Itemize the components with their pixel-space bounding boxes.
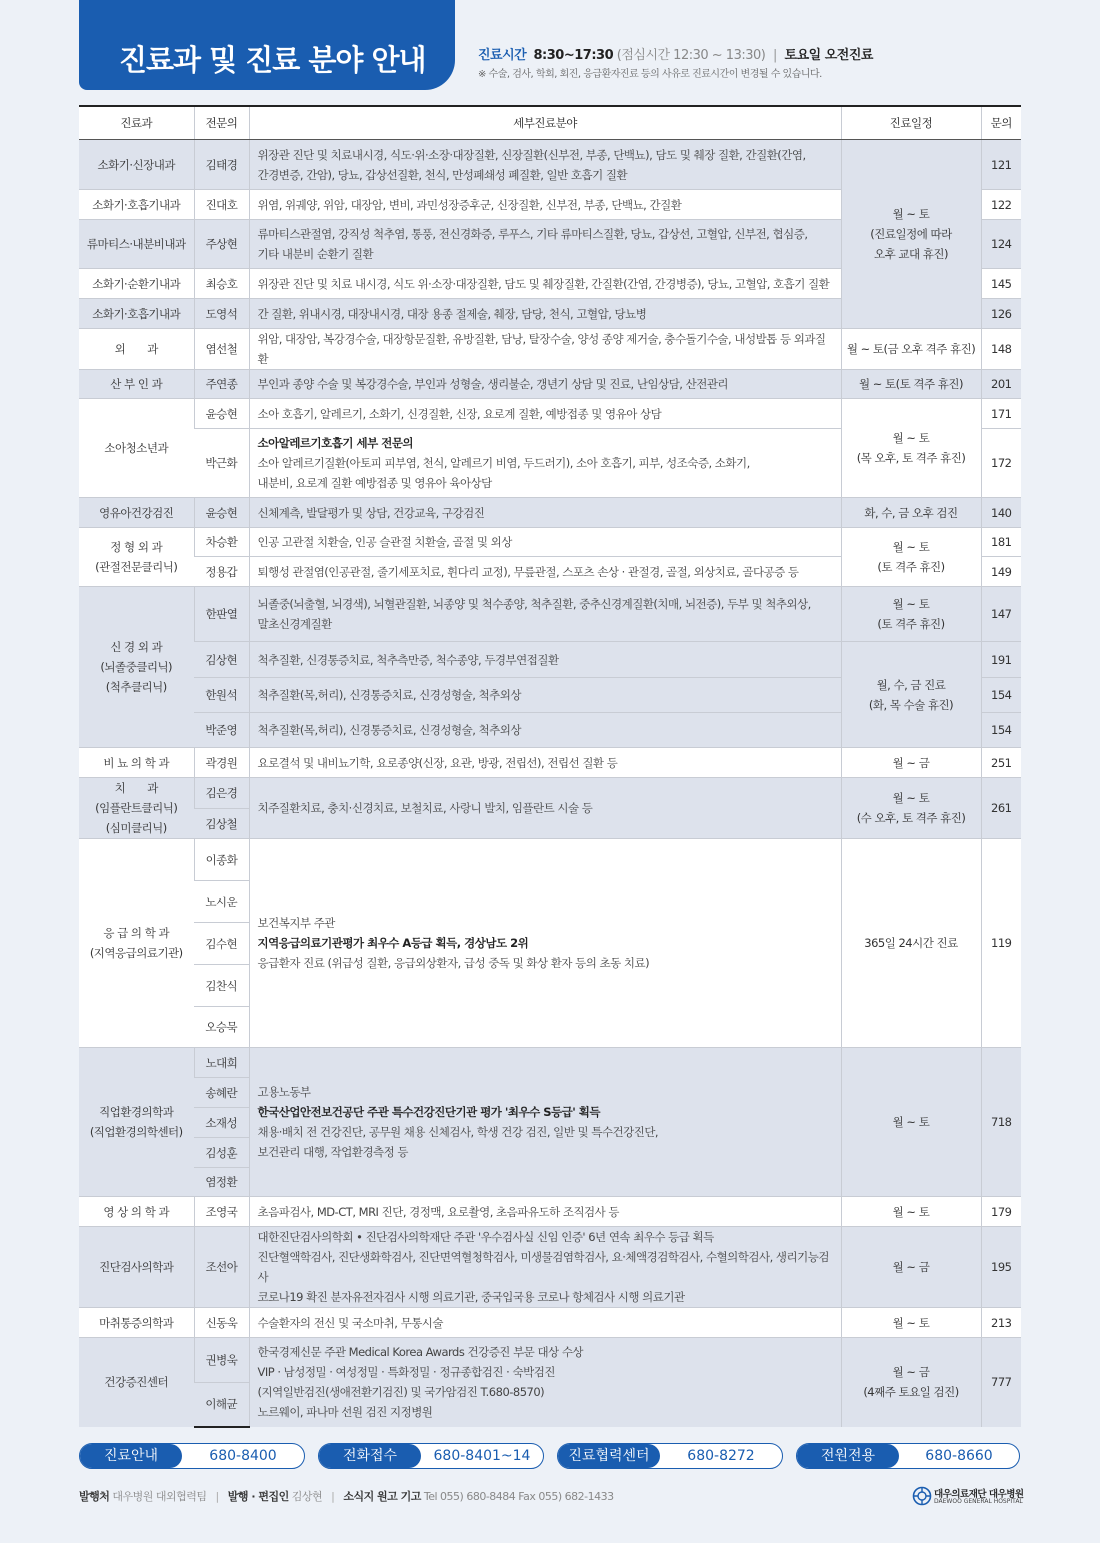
schedule-cell: 월 ~ 토(금 오후 격주 휴진): [841, 329, 981, 370]
doctor-name: 김수현: [194, 923, 249, 965]
logo-english: DAEWOO GENERAL HOSPITAL: [934, 1498, 1023, 1505]
schedule-cell: 월 ~ 토: [841, 1308, 981, 1338]
detail-line: 위장관 진단 및 치료내시경, 식도·위·소장·대장질환, 신장질환(신부전, 부종, 단백뇨), 담도 및 췌장 질환, 간질환(간염,: [257, 147, 806, 162]
doctor-name: 윤승현: [194, 498, 249, 528]
doctor-name: 박준영: [194, 713, 249, 748]
hours-time: 8:30~17:30: [533, 48, 614, 63]
detail-cell: 부인과 종양 수술 및 복강경수술, 부인과 성형술, 생리불순, 갱년기 상담 및 진료, 난임상담, 산전관리: [249, 370, 841, 399]
doctor-name: 조영국: [194, 1197, 249, 1227]
contact-number: 680-8272: [687, 1448, 755, 1464]
detail-line: 간경변증, 간암), 당뇨, 갑상선질환, 천식, 만성폐쇄성 폐질환, 일반 호흡기 질환: [257, 167, 628, 182]
detail-cell: 척추질환(목,허리), 신경통증치료, 신경성형술, 척추외상: [249, 713, 841, 748]
detail-cell: 치주질환치료, 충치·신경치료, 보철치료, 사랑니 발치, 임플란트 시술 등: [249, 778, 841, 839]
detail-cell: [249, 1338, 841, 1427]
schedule-line: 월 ~ 토: [892, 597, 930, 611]
hours-lunch: (점심시간 12:30 ~ 13:30): [616, 48, 766, 63]
doctor-name: 김찬식: [194, 965, 249, 1007]
dept-name: 건강증진센터: [79, 1338, 194, 1427]
editor-label: 발행 · 편집인: [227, 1490, 289, 1503]
contact-label: 진료협력센터: [558, 1444, 660, 1468]
doctor-name: 오승묵: [194, 1007, 249, 1048]
department-table: [79, 105, 1021, 1428]
dept-name: 소화기·신장내과: [79, 140, 194, 190]
dept-line: 직업환경의학과: [99, 1105, 174, 1119]
table-row: [79, 399, 1021, 429]
detail-cell: 수술환자의 전신 및 국소마취, 무통시술: [249, 1308, 841, 1338]
dept-name: 소화기·순환기내과: [79, 269, 194, 299]
detail-cell: [249, 1048, 841, 1197]
schedule-line: 월, 수, 금 진료: [876, 677, 946, 692]
publisher-label: 발행처: [79, 1490, 110, 1503]
detail-line: 고용노동부: [257, 1085, 311, 1099]
detail-line: 지역응급의료기관평가 최우수 A등급 획득, 경상남도 2위: [257, 936, 529, 950]
schedule-cell: [841, 642, 981, 748]
publisher: 대우병원 대외협력팀: [112, 1490, 207, 1503]
editor: 김상현: [291, 1490, 323, 1503]
divider: |: [215, 1490, 219, 1503]
divider: |: [331, 1490, 335, 1503]
doctor-name: 염정환: [194, 1168, 249, 1197]
hospital-emblem-icon: [912, 1486, 932, 1506]
phone-ext: 718: [981, 1048, 1021, 1197]
detail-line: 한국경제신문 주관 Medical Korea Awards 건강증진 부문 대상 수상: [257, 1345, 584, 1360]
dept-name: [79, 778, 194, 839]
doctor-name: 김상현: [194, 642, 249, 678]
table-row: [79, 1338, 1021, 1383]
phone-ext: 149: [981, 557, 1021, 587]
dept-line: (심미클리닉): [105, 821, 167, 835]
phone-ext: 777: [981, 1338, 1021, 1427]
dept-line: 정 형 외 과: [110, 540, 163, 554]
contact-number: 680-8401~14: [433, 1448, 531, 1464]
doctor-name: 김은경: [194, 778, 249, 809]
schedule-line: 월 ~ 토: [892, 431, 930, 445]
table-row: [79, 748, 1021, 778]
doctor-name: 이종화: [194, 839, 249, 881]
schedule-cell: [841, 399, 981, 498]
doctor-name: 최승호: [194, 269, 249, 299]
contact-pill-reception[interactable]: [318, 1443, 544, 1469]
schedule-cell: [841, 140, 981, 329]
schedule-cell: 월 ~ 토: [841, 1048, 981, 1197]
doctor-name: 소재성: [194, 1108, 249, 1138]
phone-ext: 121: [981, 140, 1021, 190]
schedule-cell: 365일 24시간 진료: [841, 839, 981, 1048]
schedule-cell: [841, 587, 981, 642]
detail-line: 류마티스관절염, 강직성 척추염, 통풍, 전신경화증, 루푸스, 기타 류마티스질환, 당뇨, 갑상선, 고혈압, 신부전, 협심증,: [257, 227, 808, 241]
detail-cell: 초음파검사, MD-CT, MRI 진단, 경정맥, 요로촬영, 초음파유도하 조직검사 등: [249, 1197, 841, 1227]
phone-ext: 145: [981, 269, 1021, 299]
doctor-name: 권병욱: [194, 1338, 249, 1383]
table-row: [79, 528, 1021, 557]
dept-name: 진단검사의학과: [79, 1227, 194, 1308]
schedule-line: (수 오후, 토 격주 휴진): [856, 811, 966, 825]
doctor-name: 도영석: [194, 299, 249, 329]
phone-ext: 140: [981, 498, 1021, 528]
schedule-cell: 화, 수, 금 오후 검진: [841, 498, 981, 528]
doctor-name: 한원석: [194, 678, 249, 713]
doctor-name: 윤승현: [194, 399, 249, 429]
detail-line: 내분비, 요로계 질환 예방접종 및 영유아 육아상담: [257, 476, 492, 490]
phone-ext: 154: [981, 713, 1021, 748]
doctor-name: 김성훈: [194, 1138, 249, 1168]
table-row: [79, 587, 1021, 642]
phone-ext: 172: [981, 429, 1021, 498]
contact-number: 680-8660: [925, 1448, 993, 1464]
header-dept: 진료과: [79, 106, 194, 140]
contrib-contact: Tel 055) 680-8484 Fax 055) 682-1433: [423, 1490, 614, 1503]
phone-ext: 147: [981, 587, 1021, 642]
detail-line: 소아 알레르기질환(아토피 피부염, 천식, 알레르기 비염, 두드러기), 소아 호흡기, 피부, 성조숙증, 소화기,: [257, 456, 750, 470]
publication-info: [79, 1488, 614, 1504]
detail-line: 소아알레르기호흡기 세부 전문의: [257, 436, 414, 450]
phone-ext: 181: [981, 528, 1021, 557]
detail-cell: 퇴행성 관절염(인공관절, 줄기세포치료, 휜다리 교정), 무릎관절, 스포츠 손상 · 관절경, 골절, 외상치료, 골다공증 등: [249, 557, 841, 587]
doctor-name: 김태경: [194, 140, 249, 190]
dept-line: (관절전문클리닉): [95, 560, 178, 574]
phone-ext: 201: [981, 370, 1021, 399]
contact-pill-transfer[interactable]: [796, 1443, 1020, 1469]
schedule-line: (진료일정에 따라: [870, 227, 952, 241]
dept-line: 치 과: [114, 781, 158, 795]
schedule-cell: [841, 528, 981, 587]
table-row: [79, 839, 1021, 881]
dept-line: (임플란트클리닉): [95, 801, 178, 815]
detail-line: 한국산업안전보건공단 주관 특수건강진단기관 평가 '최우수 S등급' 획득: [257, 1105, 601, 1119]
table-row: [79, 498, 1021, 528]
table-row: [79, 370, 1021, 399]
table-row: [79, 1308, 1021, 1338]
doctor-name: 김상철: [194, 809, 249, 839]
doctor-name: 차승환: [194, 528, 249, 557]
dept-name: 소아청소년과: [79, 399, 194, 498]
hospital-logo: [912, 1484, 1022, 1508]
schedule-line: (4째주 토요일 검진): [863, 1385, 959, 1400]
detail-cell: 위암, 대장암, 복강경수술, 대장항문질환, 유방질환, 담낭, 탈장수술, 양성 종양 제거술, 충수돌기수술, 내성발톱 등 외과질환: [249, 329, 841, 370]
detail-line: 코로나19 확진 분자유전자검사 시행 의료기관, 중국입국용 코로나 항체검사 시행 의료기관: [257, 1290, 685, 1304]
schedule-line: 월 ~ 금: [892, 1365, 930, 1380]
detail-line: 뇌졸중(뇌출혈, 뇌경색), 뇌혈관질환, 뇌종양 및 척수종양, 척추질환, 중추신경계질환(치매, 뇌전증), 두부 및 척추외상,: [257, 597, 811, 611]
detail-line: 말초신경계질환: [257, 617, 332, 631]
dept-name: [79, 839, 194, 1048]
dept-name: 외 과: [79, 329, 194, 370]
detail-line: 진단혈액학검사, 진단생화학검사, 진단면역혈청학검사, 미생물검염학검사, 요·체액경검학검사, 수혈의학검사, 생리기능검사: [257, 1250, 829, 1284]
detail-cell: 신체계측, 발달평가 및 상담, 건강교육, 구강검진: [249, 498, 841, 528]
detail-line: 기타 내분비 순환기 질환: [257, 247, 374, 261]
schedule-line: (화, 목 수술 휴진): [868, 697, 954, 712]
dept-name: 마취통증의학과: [79, 1308, 194, 1338]
table-header-row: [79, 106, 1021, 140]
schedule-line: 월 ~ 토: [892, 791, 930, 805]
schedule-line: 오후 교대 휴진): [874, 247, 948, 261]
hours-label: 진료시간: [478, 48, 527, 63]
divider: |: [772, 48, 777, 63]
header-doctor: 전문의: [194, 106, 249, 140]
dept-name: 소화기·호흡기내과: [79, 299, 194, 329]
contact-label: 진료안내: [80, 1444, 182, 1468]
page-title: 진료과 및 진료 분야 안내: [119, 43, 426, 77]
doctor-name: 정용갑: [194, 557, 249, 587]
header-schedule: 진료일정: [841, 106, 981, 140]
phone-ext: 154: [981, 678, 1021, 713]
phone-ext: 261: [981, 778, 1021, 839]
table-row: [79, 329, 1021, 370]
detail-cell: [249, 220, 841, 269]
dept-name: [79, 587, 194, 748]
detail-cell: 척추질환, 신경통증치료, 척추측만증, 척수종양, 두경부연접질환: [249, 642, 841, 678]
doctor-name: 진대호: [194, 190, 249, 220]
detail-cell: [249, 1227, 841, 1308]
contact-number: 680-8400: [209, 1448, 277, 1464]
phone-ext: 148: [981, 329, 1021, 370]
doctor-name: 송혜란: [194, 1078, 249, 1108]
detail-line: 대한진단검사의학회 • 진단검사의학재단 주관 '우수검사실 신임 인증' 6년 연속 최우수 등급 획득: [257, 1230, 714, 1244]
table-row: [79, 140, 1021, 190]
detail-cell: 소아 호흡기, 알레르기, 소화기, 신경질환, 신장, 요로계 질환, 예방접종 및 영유아 상담: [249, 399, 841, 429]
contrib-label: 소식지 원고 기고: [343, 1490, 421, 1503]
dept-name: 소화기·호흡기내과: [79, 190, 194, 220]
doctor-name: 노시운: [194, 881, 249, 923]
dept-line: 신 경 외 과: [110, 640, 163, 654]
dept-name: 영유아건강검진: [79, 498, 194, 528]
table-row: [79, 1197, 1021, 1227]
contact-numbers: [79, 1443, 1021, 1469]
header-detail: 세부진료분야: [249, 106, 841, 140]
detail-cell: [249, 587, 841, 642]
contact-pill-guide[interactable]: [79, 1443, 305, 1469]
doctor-name: 염선철: [194, 329, 249, 370]
doctor-name: 조선아: [194, 1227, 249, 1308]
detail-line: 보건복지부 주관: [257, 916, 335, 930]
dept-line: (지역응급의료기관): [89, 946, 183, 960]
dept-name: [79, 1048, 194, 1197]
detail-cell: [249, 429, 841, 498]
detail-line: VIP · 남성정밀 · 여성정밀 · 특화정밀 · 정규종합검진 · 숙박검진: [257, 1365, 555, 1380]
schedule-cell: [841, 778, 981, 839]
phone-ext: 179: [981, 1197, 1021, 1227]
phone-ext: 191: [981, 642, 1021, 678]
detail-line: 채용·배치 전 건강진단, 공무원 채용 신체검사, 학생 건강 검진, 일반 및 특수건강진단,: [257, 1125, 659, 1139]
phone-ext: 171: [981, 399, 1021, 429]
contact-label: 전원전용: [797, 1444, 899, 1468]
schedule-line: (목 오후, 토 격주 휴진): [856, 451, 966, 465]
doctor-name: 한판열: [194, 587, 249, 642]
doctor-name: 노대희: [194, 1048, 249, 1078]
dept-name: 산 부 인 과: [79, 370, 194, 399]
schedule-cell: 월 ~ 금: [841, 748, 981, 778]
doctor-name: 주연종: [194, 370, 249, 399]
detail-line: 응급환자 진료 (위급성 질환, 응급외상환자, 급성 중독 및 화상 환자 등의 초동 치료): [257, 956, 650, 970]
detail-cell: 위염, 위궤양, 위암, 대장암, 변비, 과민성장증후군, 신장질환, 신부전, 부종, 단백뇨, 간질환: [249, 190, 841, 220]
table-row: [79, 1227, 1021, 1308]
clinic-hours: [478, 44, 873, 63]
header-phone: 문의: [981, 106, 1021, 140]
dept-name: 비 뇨 의 학 과: [79, 748, 194, 778]
schedule-line: (토 격주 휴진): [877, 617, 945, 631]
schedule-cell: [841, 1338, 981, 1427]
hours-saturday: 토요일 오전진료: [784, 48, 873, 63]
detail-cell: 척추질환(목,허리), 신경통증치료, 신경성형술, 척추외상: [249, 678, 841, 713]
doctor-name: 박근화: [194, 429, 249, 498]
dept-name: 류마티스·내분비내과: [79, 220, 194, 269]
dept-name: 영 상 의 학 과: [79, 1197, 194, 1227]
schedule-line: (토 격주 휴진): [877, 560, 945, 574]
schedule-line: 월 ~ 토: [892, 207, 930, 221]
phone-ext: 251: [981, 748, 1021, 778]
detail-cell: 요로결석 및 내비뇨기학, 요로종양(신장, 요관, 방광, 전립선), 전립선 질환 등: [249, 748, 841, 778]
schedule-cell: 월 ~ 토: [841, 1197, 981, 1227]
detail-line: 노르웨이, 파나마 선원 검진 지정병원: [257, 1405, 433, 1420]
contact-label: 전화접수: [319, 1444, 421, 1468]
dept-line: (척추클리닉): [105, 680, 167, 694]
doctor-name: 주상현: [194, 220, 249, 269]
detail-cell: [249, 839, 841, 1048]
phone-ext: 124: [981, 220, 1021, 269]
contact-pill-cooperation[interactable]: [557, 1443, 783, 1469]
phone-ext: 122: [981, 190, 1021, 220]
doctor-name: 곽경원: [194, 748, 249, 778]
detail-cell: 위장관 진단 및 치료 내시경, 식도 위·소장·대장질환, 담도 및 췌장질환, 간질환(간염, 간경병증), 당뇨, 고혈압, 호흡기 질환: [249, 269, 841, 299]
schedule-cell: 월 ~ 금: [841, 1227, 981, 1308]
phone-ext: 213: [981, 1308, 1021, 1338]
table-row: [79, 1048, 1021, 1078]
detail-cell: 간 질환, 위내시경, 대장내시경, 대장 용종 절제술, 췌장, 담당, 천식, 고혈압, 당뇨병: [249, 299, 841, 329]
table-row: [79, 778, 1021, 809]
detail-cell: [249, 140, 841, 190]
schedule-line: 월 ~ 토: [892, 540, 930, 554]
schedule-cell: 월 ~ 토(토 격주 휴진): [841, 370, 981, 399]
doctor-name: 신동욱: [194, 1308, 249, 1338]
dept-line: 응 급 의 학 과: [103, 926, 170, 940]
detail-line: 보건관리 대행, 작업환경측정 등: [257, 1145, 409, 1159]
detail-cell: 인공 고관절 치환술, 인공 슬관절 치환술, 골절 및 외상: [249, 528, 841, 557]
dept-name: [79, 528, 194, 587]
hours-notice: ※ 수술, 검사, 학회, 회진, 응급환자진료 등의 사유로 진료시간이 변경될 수 있습니다.: [478, 69, 822, 80]
table-row: [79, 642, 1021, 678]
phone-ext: 126: [981, 299, 1021, 329]
dept-line: (직업환경의학센터): [89, 1125, 183, 1139]
logo-korean: 대우의료재단 대우병원: [934, 1489, 1024, 1500]
phone-ext: 195: [981, 1227, 1021, 1308]
detail-line: (지역일반검진(생애전환기검진) 및 국가암검진 T.680-8570): [257, 1385, 545, 1400]
title-banner: [79, 0, 455, 90]
doctor-name: 이해균: [194, 1383, 249, 1427]
phone-ext: 119: [981, 839, 1021, 1048]
dept-line: (뇌졸중클리닉): [100, 660, 173, 674]
